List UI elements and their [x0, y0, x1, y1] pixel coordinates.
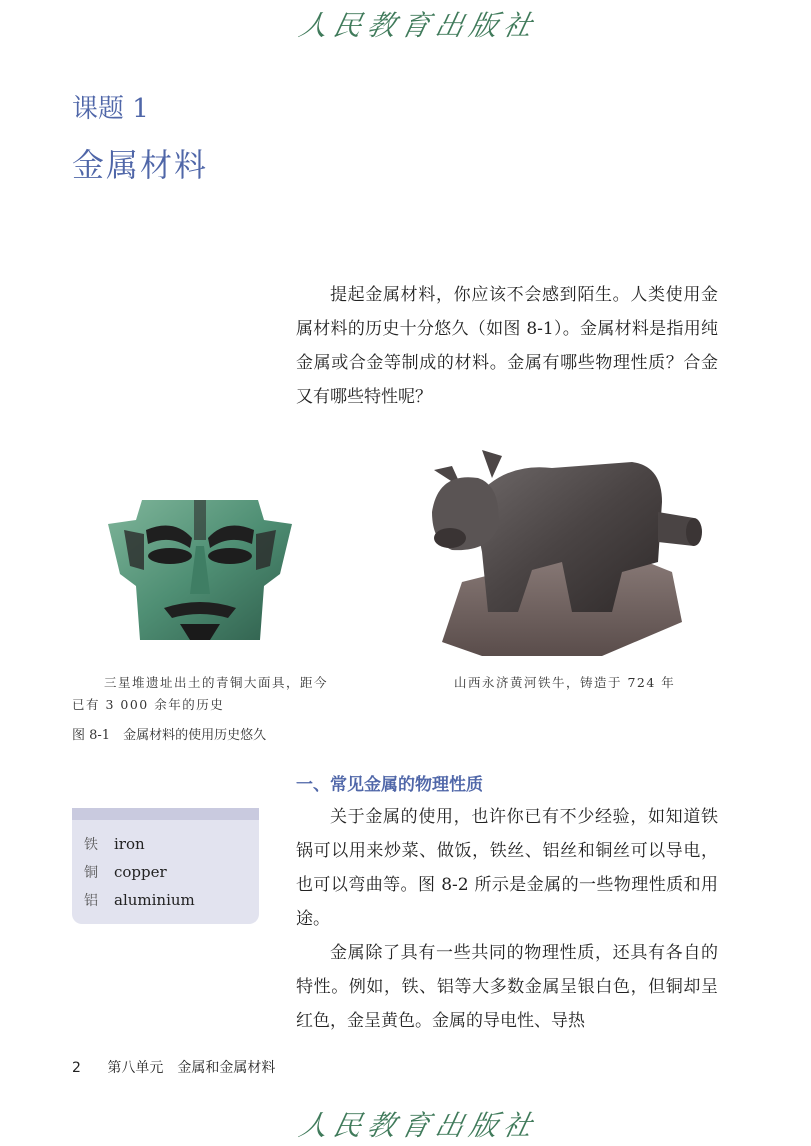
- page-title: 金属材料: [72, 146, 209, 184]
- publisher-watermark-bottom: 人民教育出版社: [296, 1109, 542, 1142]
- vocabulary-box: [72, 808, 259, 924]
- intro-text: 提起金属材料，你应该不会感到陌生。人类使用金属材料的历史十分悠久（如图 8-1）。金属材料是指用纯金属或合金等制成的材料。金属有哪些物理性质？合金又有哪些特性呢？: [296, 285, 718, 407]
- caption-left-line1: 三星堆遗址出土的青铜大面具，距今: [104, 675, 329, 690]
- section-body: [296, 800, 718, 1038]
- vocab-en: aluminium: [114, 891, 195, 909]
- vocab-en: iron: [114, 835, 145, 853]
- vocabulary-box-header: [72, 808, 259, 820]
- vocab-en: copper: [114, 863, 167, 881]
- vocab-zh: 铝: [84, 893, 98, 909]
- iron-ox-image: [422, 442, 706, 658]
- section-heading: 一、常见金属的物理性质: [296, 775, 483, 795]
- lesson-label: 课题 1: [72, 94, 149, 124]
- caption-right: 山西永济黄河铁牛，铸造于 724 年: [454, 675, 676, 690]
- vocab-zh: 铜: [84, 865, 98, 881]
- caption-left-line2: 已有 3 000 余年的历史: [72, 697, 225, 712]
- section-paragraph-1: 关于金属的使用，也许你已有不少经验，如知道铁锅可以用来炒菜、做饭，铁丝、铝丝和铜丝可以导电，也可以弯曲等。图 8-2 所示是金属的一些物理性质和用途。: [296, 807, 718, 929]
- section-paragraph-2: 金属除了具有一些共同的物理性质，还具有各自的特性。例如，铁、铝等大多数金属呈银白色，但铜却呈红色，金呈黄色。金属的导电性、导热: [296, 943, 718, 1031]
- page-footer: [72, 1057, 275, 1077]
- figure-label: 图 8-1 金属材料的使用历史悠久: [72, 728, 267, 743]
- unit-title: 第八单元 金属和金属材料: [107, 1060, 276, 1076]
- vocab-zh: 铁: [84, 837, 98, 853]
- vocab-row: [72, 886, 259, 914]
- vocab-row: [72, 858, 259, 886]
- bronze-mask-image: [104, 490, 296, 646]
- vocab-row: [72, 830, 259, 858]
- page-number: 2: [72, 1060, 81, 1076]
- intro-paragraph: [296, 278, 718, 414]
- publisher-watermark-top: 人民教育出版社: [296, 9, 542, 42]
